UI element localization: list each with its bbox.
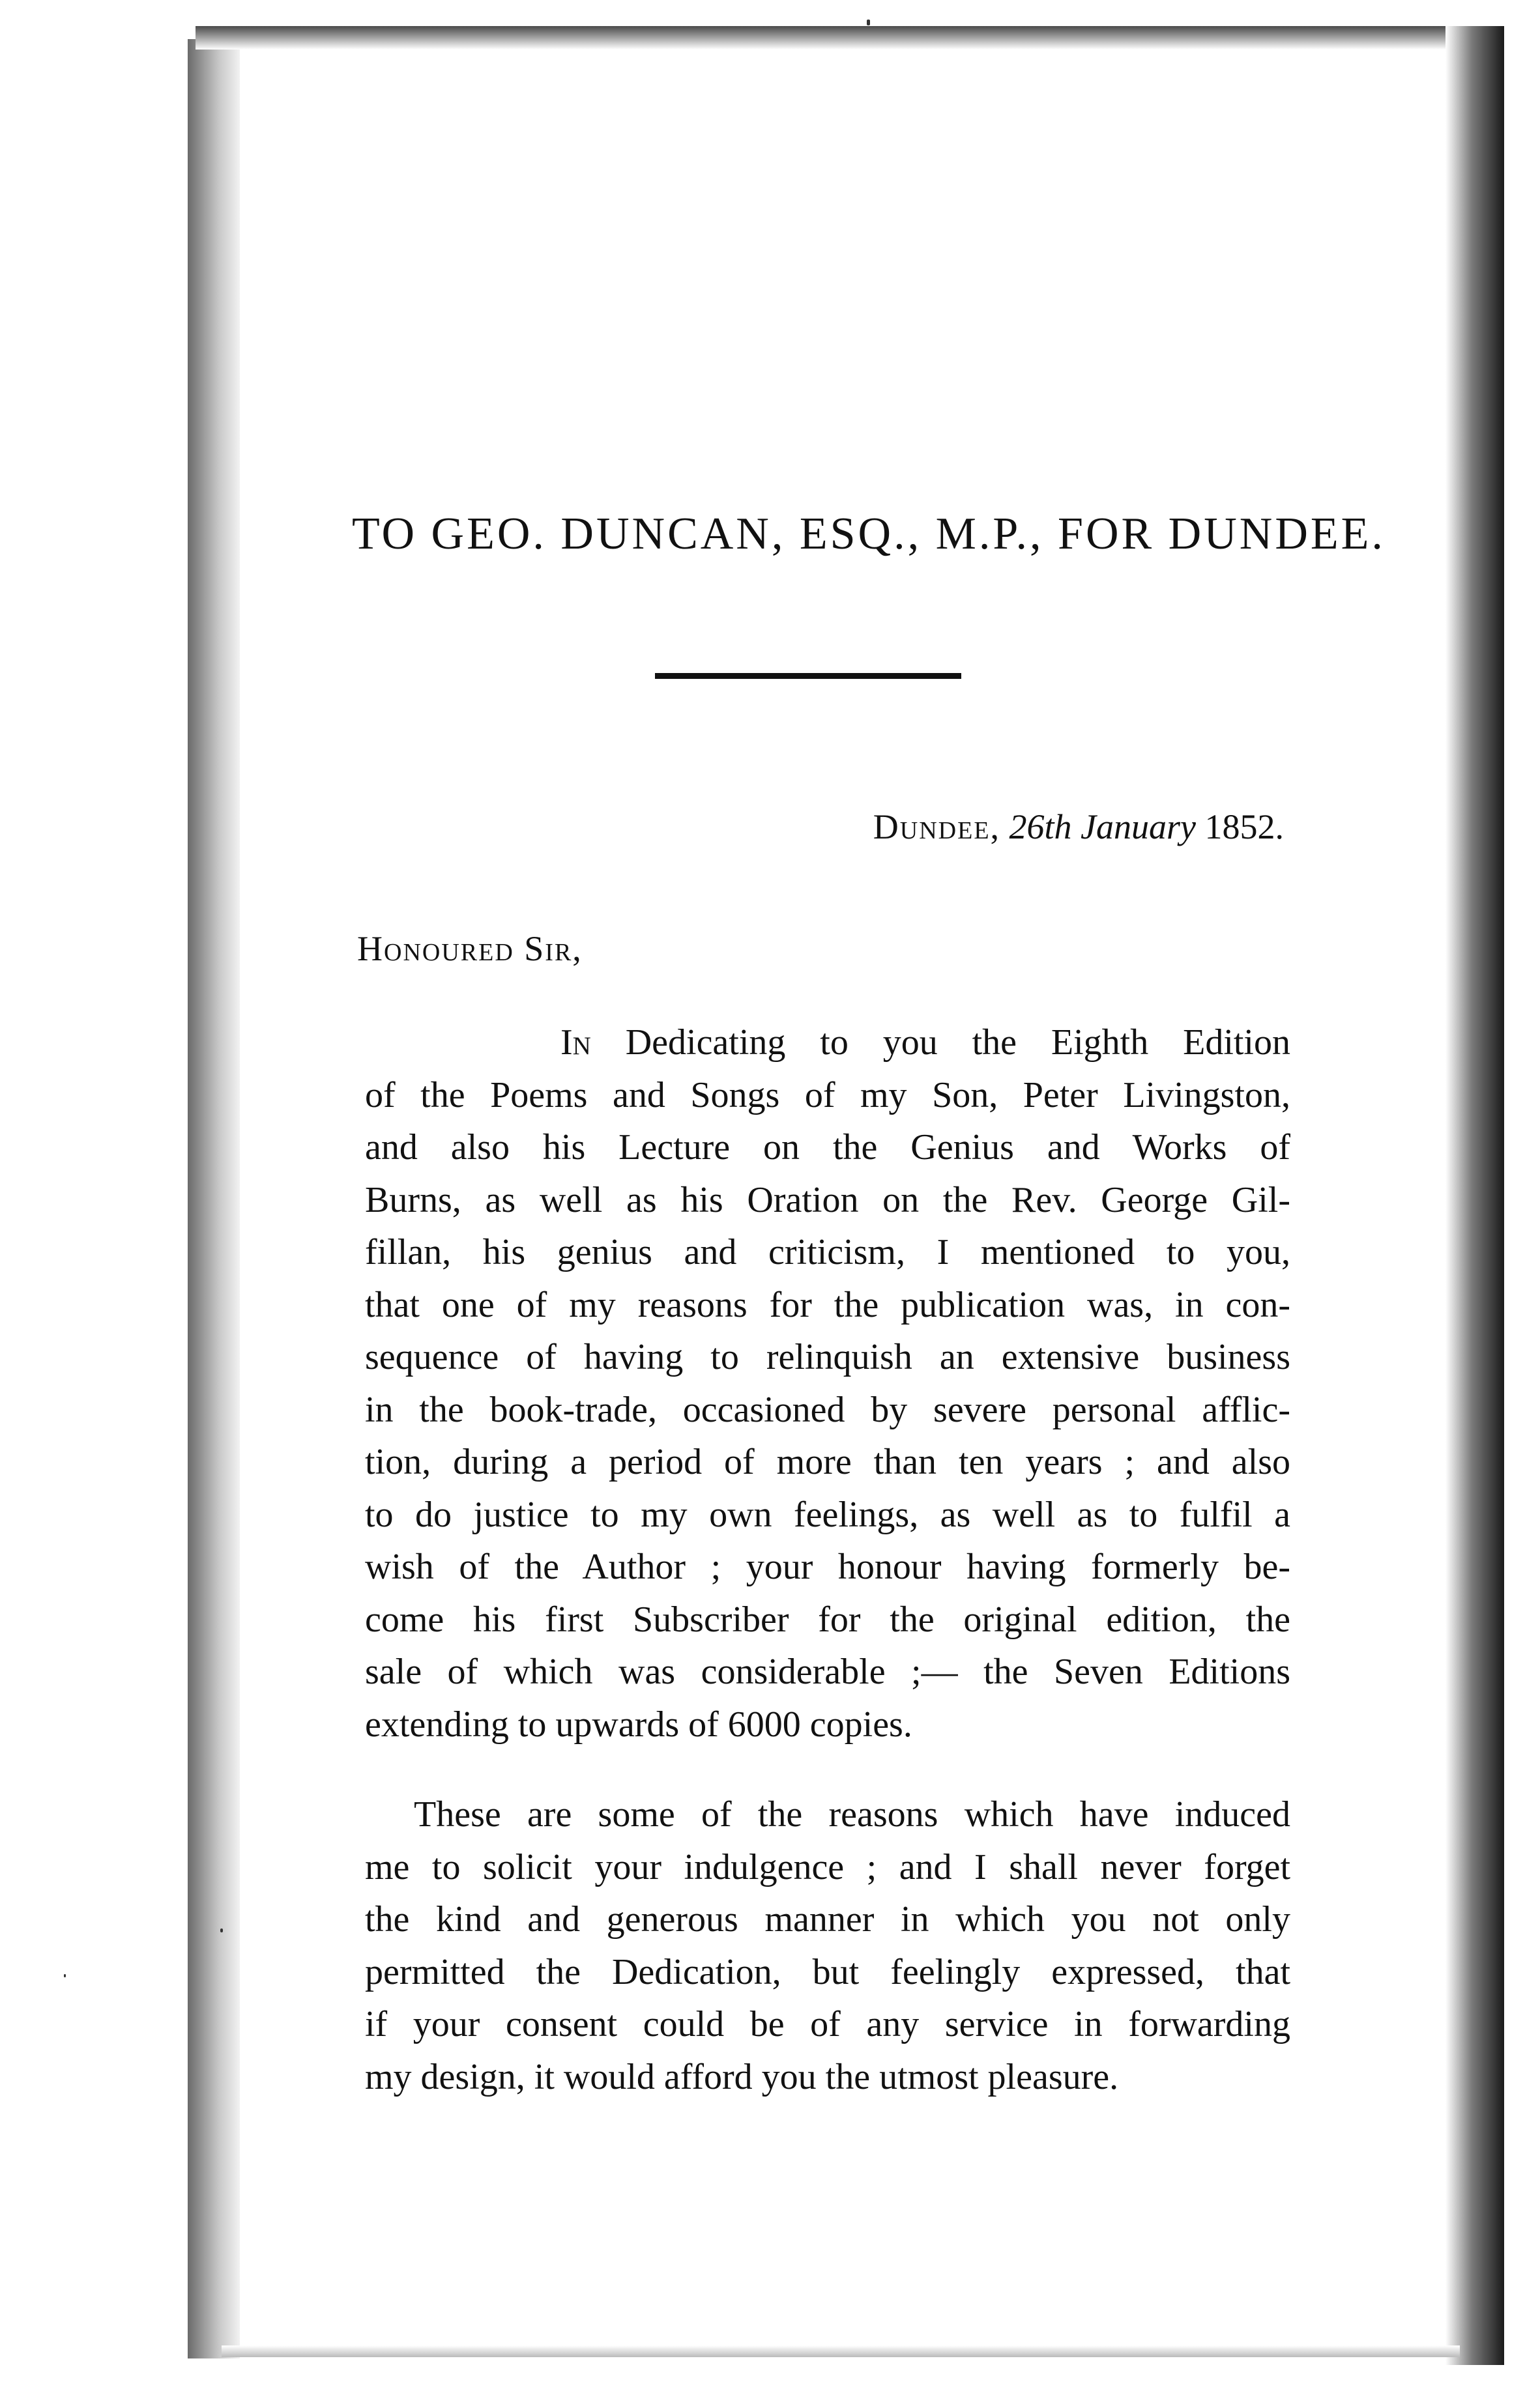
gutter-shadow bbox=[188, 39, 240, 2358]
paragraph-line: the kind and generous manner in which you not only bbox=[365, 1899, 1290, 1940]
scan-speck bbox=[64, 1974, 66, 1977]
paragraph-line: and also his Lecture on the Genius and Works of bbox=[365, 1127, 1290, 1168]
scan-speck bbox=[220, 1928, 223, 1932]
paragraph-line: wish of the Author ; your honour having formerly be- bbox=[365, 1547, 1290, 1587]
paragraph-line-text: Dedicating to you the Eighth Edition bbox=[590, 1022, 1290, 1063]
scan-speck bbox=[867, 20, 870, 25]
paragraph-line: These are some of the reasons which have induced bbox=[414, 1794, 1290, 1835]
paragraph-line: sale of which was considerable ;— the Seven Editions bbox=[365, 1652, 1290, 1692]
paragraph-line: permitted the Dedication, but feelingly expressed, that bbox=[365, 1951, 1290, 1992]
dateline-year: 1852. bbox=[1204, 807, 1284, 846]
paragraph-line: to do justice to my own feelings, as well as to fulfil a bbox=[365, 1494, 1290, 1535]
paragraph-line: my design, it would afford you the utmost pleasure. bbox=[365, 2056, 1119, 2097]
paragraph-line: fillan, his genius and criticism, I mentioned to you, bbox=[365, 1232, 1290, 1272]
paragraph-line: me to solicit your indulgence ; and I shall never forget bbox=[365, 1846, 1290, 1887]
paragraph-line: tion, during a period of more than ten years ; and also bbox=[365, 1442, 1290, 1482]
dateline-place: Dundee, bbox=[873, 807, 1001, 846]
paragraph-1 bbox=[365, 1016, 1290, 1751]
paragraph-line bbox=[365, 1016, 1290, 1069]
paragraph-line: in the book-trade, occasioned by severe personal afflic- bbox=[365, 1389, 1290, 1430]
dedication-heading: TO GEO. DUNCAN, ESQ., M.P., FOR DUNDEE. bbox=[352, 509, 1386, 559]
page-right-edge bbox=[1445, 26, 1504, 2365]
salutation: Honoured Sir, bbox=[357, 929, 583, 968]
facing-page bbox=[0, 0, 186, 2408]
paragraph-2 bbox=[365, 1788, 1290, 2103]
heading-rule bbox=[655, 673, 961, 679]
paragraph-line: Burns, as well as his Oration on the Rev. George Gil- bbox=[365, 1179, 1290, 1220]
paragraph-line: that one of my reasons for the publication was, in con- bbox=[365, 1284, 1290, 1325]
paragraph-line: extending to upwards of 6000 copies. bbox=[365, 1704, 912, 1745]
paragraph-line: of the Poems and Songs of my Son, Peter Livingston, bbox=[365, 1074, 1290, 1115]
paragraph-line: if your consent could be of any service in forwarding bbox=[365, 2004, 1290, 2044]
paragraph-line: come his first Subscriber for the original edition, the bbox=[365, 1599, 1290, 1640]
dateline bbox=[789, 807, 1284, 847]
page-bottom-edge bbox=[222, 2345, 1460, 2357]
paragraph-line: sequence of having to relinquish an extensive business bbox=[365, 1337, 1290, 1377]
dateline-date: 26th January bbox=[1009, 807, 1196, 846]
paragraph-lead: In bbox=[560, 1022, 591, 1063]
page-top-edge bbox=[196, 26, 1460, 50]
